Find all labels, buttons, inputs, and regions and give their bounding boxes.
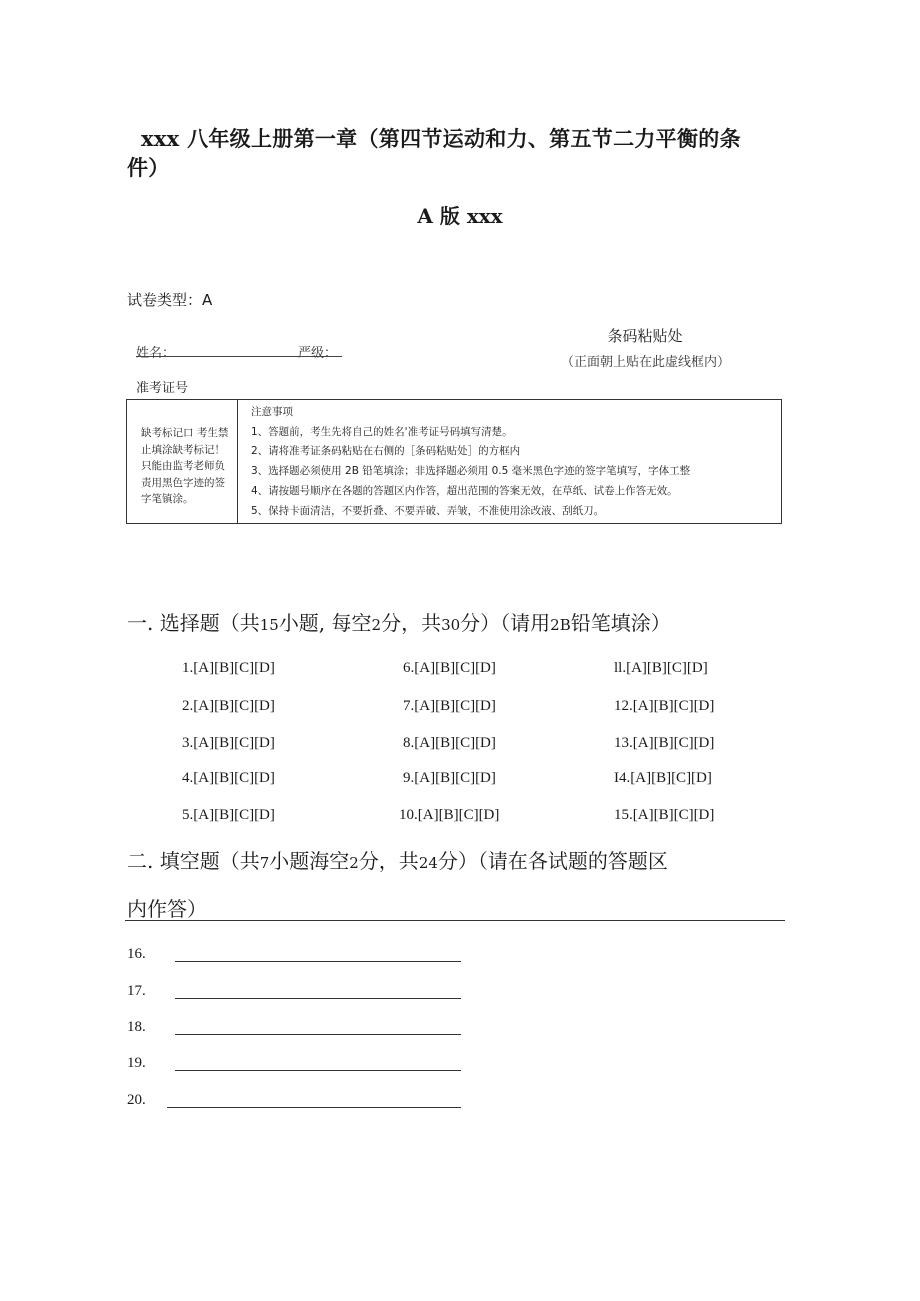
notes-item: 3、选择题必须使用 2B 铅笔填涂；非选择题必须用 0.5 毫米黑色字迹的签字笔填写，字体工整 (251, 465, 691, 478)
exam-id-label: 准考证号 (136, 381, 189, 396)
name-label: 姓名： (136, 346, 176, 361)
barcode-area-note: （正面朝上贴在此虚线框内） (560, 355, 730, 370)
page-subtitle: A 版 xxx (417, 204, 503, 228)
name-class-underline[interactable] (136, 356, 342, 357)
blank-number: 17. (127, 983, 146, 999)
page-title: xxx 八年级上册第一章（第四节运动和力、第五节二力平衡的条件） (127, 126, 741, 180)
absent-mark-box: 缺考标记口 考生禁止填涂缺考标记！只能由监考老师负责用黑色字迹的签字笔镇涂。 (127, 400, 238, 523)
choice-question[interactable]: I4.[A][B][C][D] (614, 770, 712, 786)
notes-item: 4、请按题号顺序在各题的答题区内作答，超出范围的答案无效，在草纸、试卷上作答无效。 (251, 484, 678, 497)
answer-blank-line[interactable] (175, 998, 461, 999)
section1-heading: 一. 选择题（共15小题, 每空2分，共30分）（请用2B铅笔填涂） (127, 611, 671, 635)
blank-number: 18. (127, 1019, 146, 1035)
blank-number: 20. (127, 1092, 146, 1108)
section2-divider (125, 920, 785, 921)
choice-question[interactable]: 12.[A][B][C][D] (614, 698, 715, 714)
answer-blank-line[interactable] (175, 1070, 461, 1071)
answer-blank-line[interactable] (175, 961, 461, 962)
choice-question[interactable]: 4.[A][B][C][D] (182, 770, 275, 786)
answer-blank-line[interactable] (175, 1034, 461, 1035)
answer-blank-line[interactable] (167, 1107, 461, 1108)
choice-question[interactable]: 7.[A][B][C][D] (403, 698, 496, 714)
notes-list (251, 403, 775, 521)
section2-heading-cont: 内作答） (127, 897, 207, 921)
blank-number: 19. (127, 1055, 146, 1071)
exam-type-label: 试卷类型：A (127, 291, 213, 309)
choice-question[interactable]: 3.[A][B][C][D] (182, 735, 275, 751)
choice-question[interactable]: 13.[A][B][C][D] (614, 735, 715, 751)
class-label: 严级： (298, 346, 338, 361)
choice-question[interactable]: 1.[A][B][C][D] (182, 660, 275, 676)
choice-question[interactable]: ll.[A][B][C][D] (614, 660, 708, 676)
notes-item: 1、答题前，考生先将自己的姓名'准考证号码填写清楚。 (251, 425, 513, 438)
choice-question[interactable]: 6.[A][B][C][D] (403, 660, 496, 676)
choice-question[interactable]: 2.[A][B][C][D] (182, 698, 275, 714)
notes-item: 2、请将准考证条码粘贴在右侧的［条码粘贴处］的方框内 (251, 445, 521, 458)
choice-question[interactable]: 10.[A][B][C][D] (399, 807, 500, 823)
blank-number: 16. (127, 946, 146, 962)
notes-heading: 注意事项 (251, 406, 293, 418)
notes-item: 5、保持卡面清洁，不要折叠、不要弄破、弄皱，不准使用涂改液、刮纸刀。 (251, 504, 605, 517)
choice-question[interactable]: 15.[A][B][C][D] (614, 807, 715, 823)
choice-question[interactable]: 5.[A][B][C][D] (182, 807, 275, 823)
notes-box (126, 399, 782, 524)
choice-question[interactable]: 8.[A][B][C][D] (403, 735, 496, 751)
choice-question[interactable]: 9.[A][B][C][D] (403, 770, 496, 786)
barcode-area-title: 条码粘贴处 (607, 327, 683, 345)
section2-heading: 二. 填空题（共7小题海空2分，共24分）（请在各试题的答题区 (127, 849, 668, 873)
